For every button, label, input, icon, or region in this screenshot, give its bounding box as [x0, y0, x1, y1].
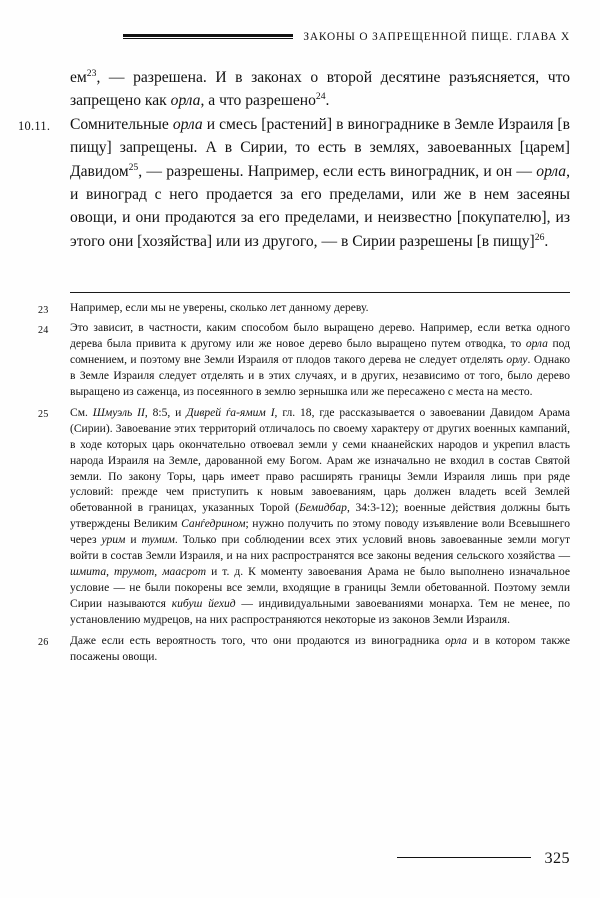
footnote-run: Например, если мы не уверены, сколько лет данному дереву.	[70, 302, 369, 314]
footnote-ref-25[interactable]: 25	[128, 161, 139, 173]
footnote-run: , гл. 18, где рассказывается о завоевании Давидом Арама (Сирии). Завоевание этих территорий отличалось по своему характеру от других военных кампаний, в ходе которых царь окончательно отвоевал земли у семи кнаанейских народов и укрепил власть народа Израиля на Земле, дарованной ему Богом. Арам же изначально не входил в состав Святой земли. По закону Торы, царь имеет право расширять границы Земли Израиля лишь при ряде условий: прежде чем приступить к новым завоеваниям, царь должен владеть всей Землей обетованной в границах, указанных Торой (	[70, 406, 570, 515]
cont-text-2: , — разрешена. И в законах о второй десятине разъясняется, что запрещено как	[70, 69, 570, 110]
footnote-term: кибуш йехид	[171, 598, 236, 611]
footnote-text	[70, 302, 368, 314]
page-folio	[0, 846, 600, 870]
num-text-1: Сомнительные	[70, 115, 173, 133]
footnote-number: 26	[38, 637, 49, 649]
running-head-title: ЗАКОНЫ О ЗАПРЕЩЕННОЙ ПИЩЕ. ГЛАВА X	[303, 31, 570, 43]
footnote-term: Шмуэль II	[92, 406, 145, 419]
page-number: 325	[544, 848, 570, 867]
footnote-run: , 8:5, и	[144, 406, 187, 419]
footnote-run: под сомнением, и поэтому вне Земли Израиля от плодов такого дерева не следует отделять	[70, 338, 570, 367]
continued-paragraph	[70, 66, 570, 113]
footnote-item	[38, 634, 570, 666]
footnote-term: Диврей ѓа-ямим I	[186, 406, 275, 419]
running-head	[0, 26, 600, 48]
num-text-2: и смесь [растений] в винограднике в Земле Израиля [в пищу] запрещены. А в Сирии, то есть в землях, завоеванных [царем] Давидом	[70, 115, 570, 180]
section-number: 10.11.	[18, 118, 51, 133]
term-orla-1: орла	[170, 92, 201, 110]
cont-text-1: ем	[70, 69, 87, 86]
footnote-term: шмита	[70, 566, 107, 579]
footnote-number: 24	[38, 324, 49, 336]
footnote-text	[70, 407, 570, 626]
footnote-term: орлу	[506, 354, 528, 367]
cont-text-4: .	[325, 92, 330, 110]
footnote-run: ,	[106, 566, 115, 579]
footnote-ref-24[interactable]: 24	[315, 91, 326, 103]
footnote-run: — индивидуальными завоеваниями монарха. Тем не менее, по установлению мудрецов, на них распространяются некоторые из законов Земли Израиля.	[70, 598, 570, 627]
footnote-ref-23[interactable]: 23	[86, 67, 97, 79]
footnote-number: 23	[38, 304, 49, 316]
footnote-term: трумот	[114, 566, 155, 579]
term-orla-3: орла	[536, 162, 567, 180]
footnote-run: . Однако в Земле Израиля следует отделять и в этих случаях, и в других, независимо от того, было дерево выращено из саженца, из посеянного в землю зернышка или же пересажено с места на место.	[70, 354, 570, 399]
footnote-run: ; нужно получить по этому поводу изъявление воли Всевышнего через	[70, 518, 570, 547]
footnote-item	[38, 301, 570, 317]
footnote-term: тумим	[141, 534, 175, 547]
footnote-number: 25	[38, 409, 49, 421]
footnote-term: урим	[101, 534, 126, 547]
num-text-3: , — разрешены. Например, если есть виноградник, и он —	[138, 162, 537, 180]
footnote-run: ,	[154, 566, 163, 579]
term-orla-2: орла	[172, 115, 203, 133]
footnote-list	[38, 301, 570, 670]
footnote-run: См.	[70, 406, 93, 419]
footnote-run: Даже если есть вероятность того, что они продаются из виноградника	[70, 634, 445, 647]
footnote-ref-26[interactable]: 26	[534, 231, 545, 243]
footnote-run: , 34:3-12); военные действия должны быть утверждены Великим	[70, 502, 570, 531]
body-text	[18, 66, 570, 253]
running-head-rule	[123, 34, 293, 40]
footnote-run: Это зависит, в частности, каким способом было выращено дерево. Например, если ветка одного дерева была привита к другому или же новое дерево было выращено путем отводка, то	[70, 322, 570, 351]
cont-text-3: , а что разрешено	[200, 92, 316, 110]
folio-rule	[397, 857, 531, 859]
footnote-run: . Только при соблюдении всех этих условий вновь завоеванные земли могут войти в состав Земли Израиля, и на них распространятся все законы ведения сельского хозяйства —	[70, 534, 571, 563]
footnote-text	[70, 635, 570, 663]
footnote-term: орла	[445, 634, 468, 647]
footnote-term: орла	[525, 338, 548, 351]
numbered-paragraph-10-11	[18, 113, 570, 253]
footnote-term: Санѓедрином	[181, 518, 246, 531]
footnote-term: Бемидбар	[298, 502, 347, 515]
footnote-run: и в котором также посажены овощи.	[70, 634, 570, 663]
footnote-separator-rule	[70, 292, 570, 293]
footnote-term: маасрот	[162, 566, 207, 579]
num-text-4: , и виноград с него продается за его пределами, или же в нем засеяны овощи, и они продаются за его пределами, и неизвестно [покупателю], из этого они [хозяйства] или из другого, — в Сирии разрешены [в пищу]	[70, 162, 570, 250]
footnote-run: и т. д. К моменту завоевания Арама не было выполнено изначальное условие — не были покорены все земли, входящие в границы Земли обетованной. Поэтому земли Сирии называются	[70, 566, 570, 611]
footnote-run: и	[125, 534, 142, 547]
footnote-item	[38, 321, 570, 401]
footnote-item	[38, 406, 570, 629]
num-text-5: .	[544, 232, 549, 250]
footnote-text	[70, 322, 570, 398]
